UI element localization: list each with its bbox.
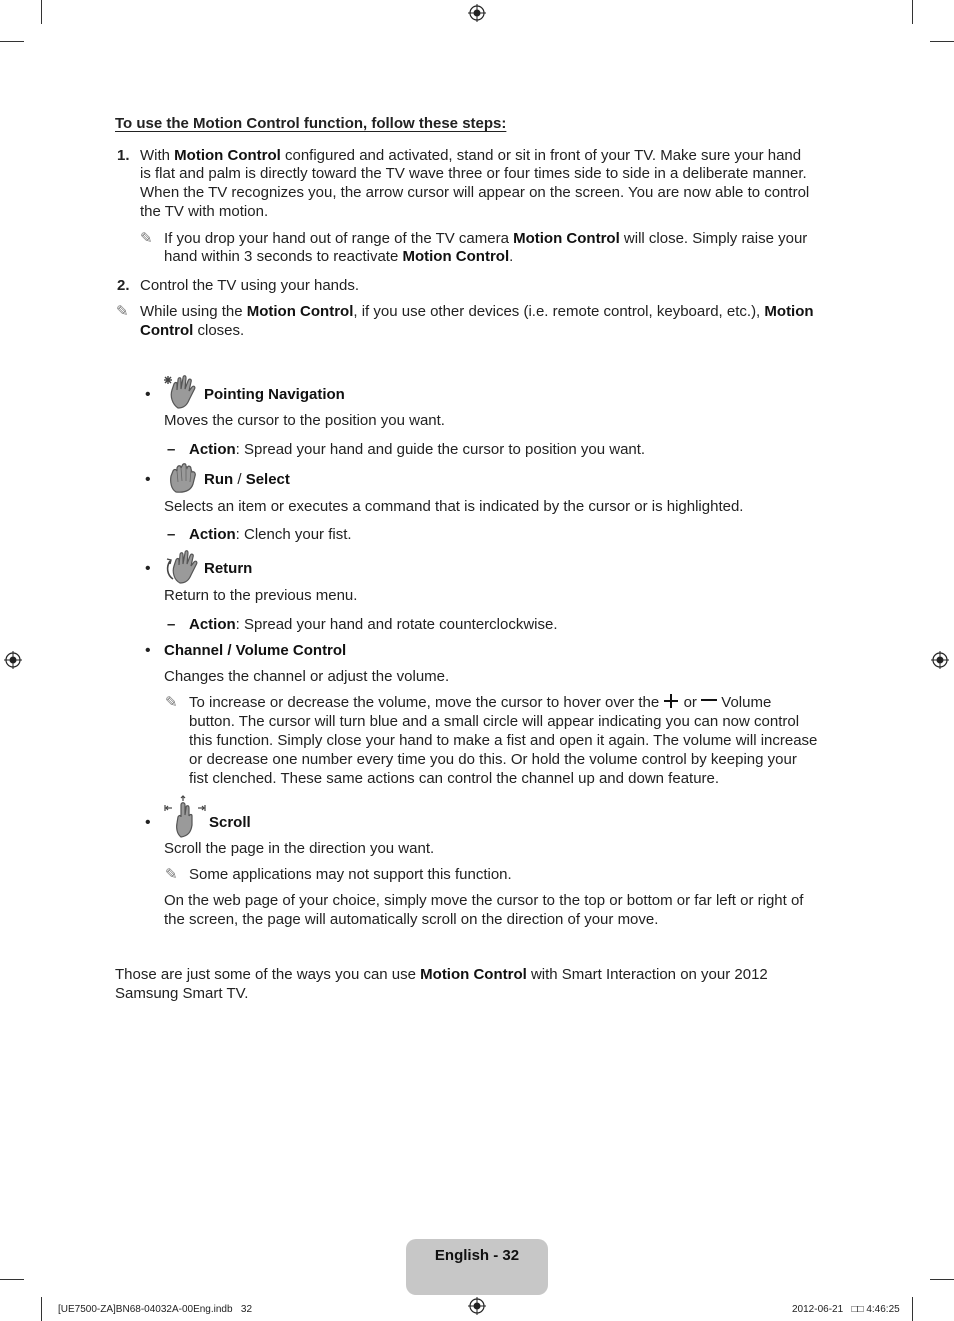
registration-mark-icon bbox=[468, 1297, 486, 1315]
fist-icon bbox=[166, 462, 200, 494]
channel-volume-note-line: this function. Simply close your hand to make a fist and open it again. The volume will increase bbox=[189, 732, 818, 749]
bullet: • bbox=[145, 814, 151, 831]
crop-mark bbox=[930, 1279, 954, 1280]
bullet: • bbox=[145, 386, 151, 403]
note-icon: ✎ bbox=[165, 694, 178, 711]
note-icon: ✎ bbox=[140, 230, 153, 247]
step-number: 2. bbox=[117, 277, 130, 294]
run-select-title: Run / Select bbox=[204, 471, 290, 488]
return-title: Return bbox=[204, 560, 253, 577]
step-1-line: the TV with motion. bbox=[140, 203, 269, 220]
scroll-body-line: On the web page of your choice, simply move the cursor to the top or bottom or far left or right of bbox=[164, 892, 804, 909]
crop-mark bbox=[41, 0, 42, 24]
dash: – bbox=[167, 616, 176, 633]
bullet: • bbox=[145, 642, 151, 659]
channel-volume-note-line: fist clenched. These same actions can control the channel up and down feature. bbox=[189, 770, 720, 787]
motion-control-note-line: Control closes. bbox=[140, 322, 245, 339]
section-heading: To use the Motion Control function, follow these steps: bbox=[115, 115, 507, 132]
crop-mark bbox=[0, 41, 24, 42]
step-2-text: Control the TV using your hands. bbox=[140, 277, 360, 294]
crop-mark bbox=[912, 0, 913, 24]
step-1-note: If you drop your hand out of range of the TV camera Motion Control will close. Simply raise your bbox=[164, 230, 808, 247]
timestamp-slug: 2012-06-21 □□ 4:46:25 bbox=[792, 1304, 900, 1315]
crop-mark bbox=[0, 1279, 24, 1280]
hand-pointing-icon bbox=[164, 374, 202, 410]
plus-icon bbox=[663, 694, 679, 708]
scroll-body-line: the screen, the page will automatically scroll on the direction of your move. bbox=[164, 911, 659, 928]
scroll-note: Some applications may not support this function. bbox=[189, 866, 512, 883]
file-slug: [UE7500-ZA]BN68-04032A-00Eng.indb 32 bbox=[58, 1304, 253, 1315]
channel-volume-desc: Changes the channel or adjust the volume. bbox=[164, 668, 450, 685]
closing-paragraph-line: Samsung Smart TV. bbox=[115, 985, 249, 1002]
minus-icon bbox=[701, 694, 717, 708]
note-icon: ✎ bbox=[165, 866, 178, 883]
note-icon: ✎ bbox=[116, 303, 129, 320]
bullet: • bbox=[145, 560, 151, 577]
channel-volume-note: To increase or decrease the volume, move the cursor to hover over the or Volume bbox=[189, 694, 772, 711]
pointing-navigation-desc: Moves the cursor to the position you want. bbox=[164, 412, 445, 429]
hand-rotate-icon bbox=[164, 549, 202, 585]
page-number: English - 32 bbox=[434, 1247, 520, 1264]
step-1-note-line: hand within 3 seconds to reactivate Motion Control. bbox=[164, 248, 514, 265]
dash: – bbox=[167, 441, 176, 458]
pointing-action: Action: Spread your hand and guide the cursor to position you want. bbox=[189, 441, 646, 458]
run-select-action: Action: Clench your fist. bbox=[189, 526, 352, 543]
crop-mark bbox=[930, 41, 954, 42]
channel-volume-note-line: or decrease one number every time you do this. Or hold the volume control by keeping your bbox=[189, 751, 797, 768]
scroll-title: Scroll bbox=[209, 814, 251, 831]
registration-mark-icon bbox=[4, 651, 22, 669]
registration-mark-icon bbox=[931, 651, 949, 669]
run-select-desc: Selects an item or executes a command that is indicated by the cursor or is highlighted. bbox=[164, 498, 744, 515]
step-number: 1. bbox=[117, 147, 130, 164]
crop-mark bbox=[41, 1297, 42, 1321]
step-1-text: With Motion Control configured and activated, stand or sit in front of your TV. Make sure your hand bbox=[140, 147, 802, 164]
motion-control-note: While using the Motion Control, if you use other devices (i.e. remote control, keyboard, etc.), Motion bbox=[140, 303, 814, 320]
registration-mark-icon bbox=[468, 4, 486, 22]
channel-volume-note-line: button. The cursor will turn blue and a small circle will appear indicating you can now control bbox=[189, 713, 800, 730]
pointing-navigation-title: Pointing Navigation bbox=[204, 386, 345, 403]
closing-paragraph: Those are just some of the ways you can use Motion Control with Smart Interaction on your 2012 bbox=[115, 966, 768, 983]
return-action: Action: Spread your hand and rotate counterclockwise. bbox=[189, 616, 558, 633]
step-1-line: When the TV recognizes you, the arrow cursor will appear on the screen. You are now able to control bbox=[140, 184, 810, 201]
return-desc: Return to the previous menu. bbox=[164, 587, 358, 604]
crop-mark bbox=[912, 1297, 913, 1321]
step-1-line: is flat and palm is directly toward the TV wave three or four times side to side in a deliberate manner. bbox=[140, 165, 807, 182]
channel-volume-title: Channel / Volume Control bbox=[164, 642, 347, 659]
hand-scroll-icon bbox=[164, 795, 206, 839]
scroll-desc: Scroll the page in the direction you want. bbox=[164, 840, 435, 857]
bullet: • bbox=[145, 471, 151, 488]
dash: – bbox=[167, 526, 176, 543]
